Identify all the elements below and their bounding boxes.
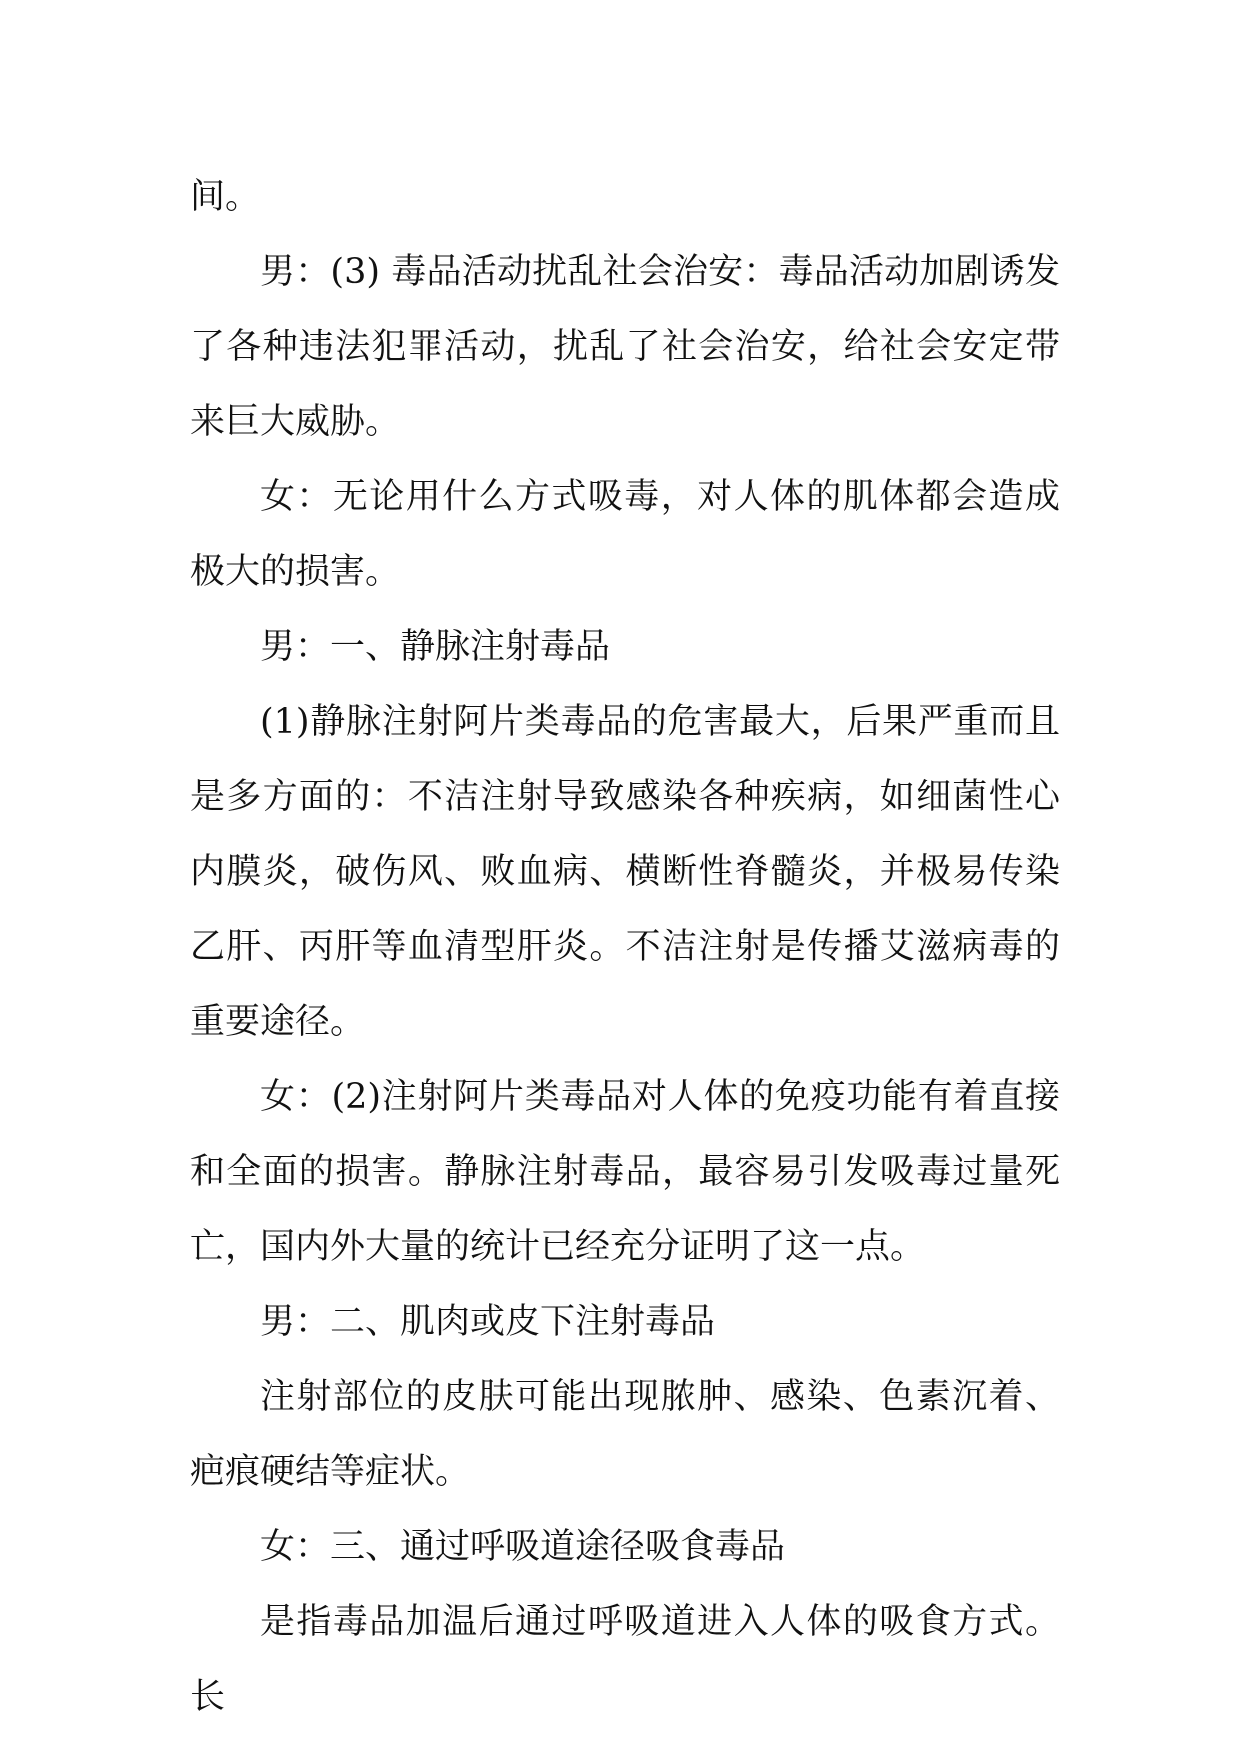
paragraph-10: 是指毒品加温后通过呼吸道进入人体的吸食方式。长 [190, 1602, 1060, 1717]
paragraph-9: 女：三、通过呼吸道途径吸食毒品 [260, 1527, 786, 1567]
paragraph-7: 男：二、肌肉或皮下注射毒品 [260, 1302, 716, 1342]
paragraph-4: 男：一、静脉注射毒品 [260, 627, 611, 667]
paragraph-6: 女：(2)注射阿片类毒品对人体的免疫功能有着直接和全面的损害。静脉注射毒品，最容易引发吸毒过量死亡，国内外大量的统计已经充分证明了这一点。 [190, 1077, 1060, 1267]
paragraph-8: 注射部位的皮肤可能出现脓肿、感染、色素沉着、疤痕硬结等症状。 [190, 1377, 1060, 1492]
paragraph-1: 间。 [190, 177, 261, 217]
paragraph-2: 男：(3) 毒品活动扰乱社会治安：毒品活动加剧诱发了各种违法犯罪活动，扰乱了社会治安，给社会安定带来巨大威胁。 [190, 252, 1060, 442]
paragraph-5: (1)静脉注射阿片类毒品的危害最大，后果严重而且是多方面的：不洁注射导致感染各种疾病，如细菌性心内膜炎，破伤风、败血病、横断性脊髓炎，并极易传染乙肝、丙肝等血清型肝炎。不洁注射是传播艾滋病毒的重要途径。 [190, 702, 1060, 1042]
paragraph-3: 女：无论用什么方式吸毒，对人体的肌体都会造成极大的损害。 [190, 477, 1060, 592]
body-text [190, 160, 1060, 1735]
